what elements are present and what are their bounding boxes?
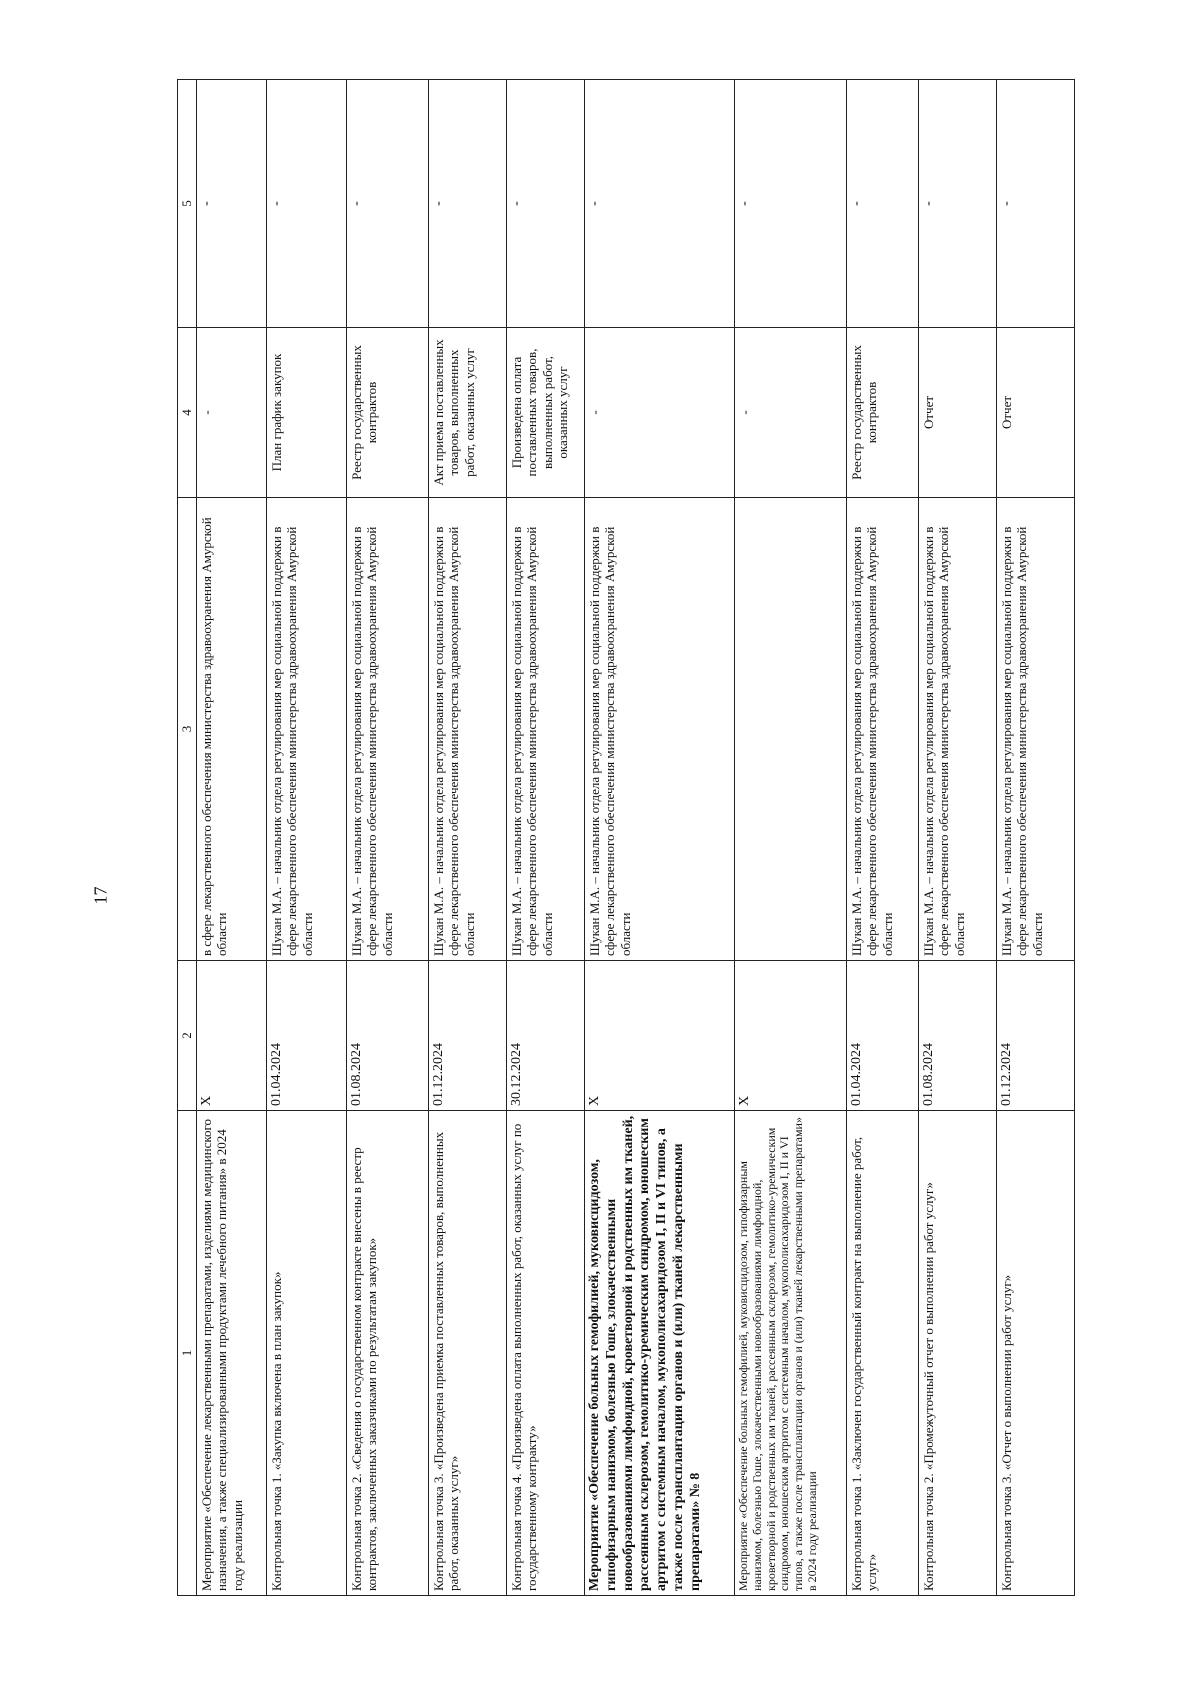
table-row (347, 80, 429, 1596)
deadline-cell: Х (585, 961, 735, 1111)
measure-cell: Контрольная точка 3. «Произведена приемка поставленных товаров, выполненных работ, оказанных услуг» (429, 1111, 507, 1596)
deadline-cell: 01.08.2024 (919, 961, 997, 1111)
responsible-cell: в сфере лекарственного обеспечения министерства здравоохранения Амурской области (197, 498, 267, 961)
column-header: 2 (178, 961, 197, 1111)
responsible-cell: Шукан М.А. – начальник отдела регулирования мер социальной поддержки в сфере лекарственного обеспечения министерства здравоохранения Амурской области (847, 498, 919, 961)
measure-cell: Контрольная точка 1. «Закупка включена в план закупок» (267, 1111, 347, 1596)
column-header: 3 (178, 498, 197, 961)
deadline-cell: Х (197, 961, 267, 1111)
responsible-cell (735, 498, 847, 961)
responsible-cell: Шукан М.А. – начальник отдела регулирования мер социальной поддержки в сфере лекарственного обеспечения министерства здравоохранения Амурской области (429, 498, 507, 961)
measure-cell: Контрольная точка 2. «Промежуточный отчет о выполнении работ услуг» (919, 1111, 997, 1596)
document-cell: Произведена оплата поставленных товаров, выполненных работ, оказанных услуг (507, 328, 585, 498)
note-cell: - (347, 80, 429, 328)
document-cell: Отчет (919, 328, 997, 498)
document-cell: - (197, 328, 267, 498)
measures-table (177, 79, 1075, 1596)
deadline-cell: 01.12.2024 (429, 961, 507, 1111)
measure-cell: Мероприятие «Обеспечение больных гемофилией, муковисцидозом, гипофизарным нанизмом, болезнью Гоше, злокачественными новообразованиями лимфоидной, кроветворной и родственных им тканей, рассеянным склерозом, гемолитико-уремическим синдромом, юношеским артритом с системным началом, мукополисахаридозом I, II и VI типов, а также после трансплантации органов и (или) тканей лекарственными препаратами» в 2024 году реализации (735, 1111, 847, 1596)
table-row (847, 80, 919, 1596)
measure-cell: Контрольная точка 1. «Заключен государственный контракт на выполнение работ, услуг» (847, 1111, 919, 1596)
document-cell: Акт приема поставленных товаров, выполненных работ, оказанных услуг (429, 328, 507, 498)
table-row (997, 80, 1075, 1596)
measure-cell: Контрольная точка 2. «Сведения о государственном контракте внесены в реестр контрактов, заключенных заказчиками по результатам закупок» (347, 1111, 429, 1596)
deadline-cell: 01.04.2024 (847, 961, 919, 1111)
table-row (197, 80, 267, 1596)
responsible-cell: Шукан М.А. – начальник отдела регулирования мер социальной поддержки в сфере лекарственного обеспечения министерства здравоохранения Амурской области (997, 498, 1075, 961)
column-header: 4 (178, 328, 197, 498)
note-cell: - (735, 80, 847, 328)
table-row (919, 80, 997, 1596)
page-number: 17 (90, 886, 111, 905)
column-header: 5 (178, 80, 197, 328)
document-cell: План график закупок (267, 328, 347, 498)
responsible-cell: Шукан М.А. – начальник отдела регулирования мер социальной поддержки в сфере лекарственного обеспечения министерства здравоохранения Амурской области (919, 498, 997, 961)
table-row (507, 80, 585, 1596)
column-header: 1 (178, 1111, 197, 1596)
deadline-cell: 01.04.2024 (267, 961, 347, 1111)
table-row (429, 80, 507, 1596)
responsible-cell: Шукан М.А. – начальник отдела регулирования мер социальной поддержки в сфере лекарственного обеспечения министерства здравоохранения Амурской области (347, 498, 429, 961)
note-cell: - (997, 80, 1075, 328)
table-row (585, 80, 735, 1596)
note-cell: - (267, 80, 347, 328)
document-cell: Отчет (997, 328, 1075, 498)
document-cell: - (735, 328, 847, 498)
responsible-cell: Шукан М.А. – начальник отдела регулирования мер социальной поддержки в сфере лекарственного обеспечения министерства здравоохранения Амурской области (585, 498, 735, 961)
responsible-cell: Шукан М.А. – начальник отдела регулирования мер социальной поддержки в сфере лекарственного обеспечения министерства здравоохранения Амурской области (507, 498, 585, 961)
note-cell: - (919, 80, 997, 328)
note-cell: - (197, 80, 267, 328)
measure-cell: Мероприятие «Обеспечение больных гемофилией, муковисцидозом, гипофизарным нанизмом, болезнью Гоше, злокачественными новообразованиями лимфоидной, кроветворной и родственных им тканей, рассеянным склерозом, гемолитико-уремическим синдромом, юношеским артритом с системным началом, мукополисахаридозом I, II и VI типов, а также после трансплантации органов и (или) тканей лекарственными препаратами» № 8 (585, 1111, 735, 1596)
table-header-row (178, 80, 197, 1596)
rotated-table-container (177, 80, 1054, 1596)
deadline-cell: Х (735, 961, 847, 1111)
measure-cell: Контрольная точка 3. «Отчет о выполнении работ услуг» (997, 1111, 1075, 1596)
note-cell: - (847, 80, 919, 328)
deadline-cell: 01.12.2024 (997, 961, 1075, 1111)
table-row (735, 80, 847, 1596)
note-cell: - (585, 80, 735, 328)
document-cell: - (585, 328, 735, 498)
table-row (267, 80, 347, 1596)
deadline-cell: 01.08.2024 (347, 961, 429, 1111)
responsible-cell: Шукан М.А. – начальник отдела регулирования мер социальной поддержки в сфере лекарственного обеспечения министерства здравоохранения Амурской области (267, 498, 347, 961)
note-cell: - (429, 80, 507, 328)
note-cell: - (507, 80, 585, 328)
deadline-cell: 30.12.2024 (507, 961, 585, 1111)
measure-cell: Мероприятие «Обеспечение лекарственными препаратами, изделиями медицинского назначения, а также специализированными продуктами лечебного питания» в 2024 году реализации (197, 1111, 267, 1596)
measure-cell: Контрольная точка 4. «Произведена оплата выполненных работ, оказанных услуг по государственному контракту» (507, 1111, 585, 1596)
document-cell: Реестр государственных контрактов (347, 328, 429, 498)
document-cell: Реестр государственных контрактов (847, 328, 919, 498)
